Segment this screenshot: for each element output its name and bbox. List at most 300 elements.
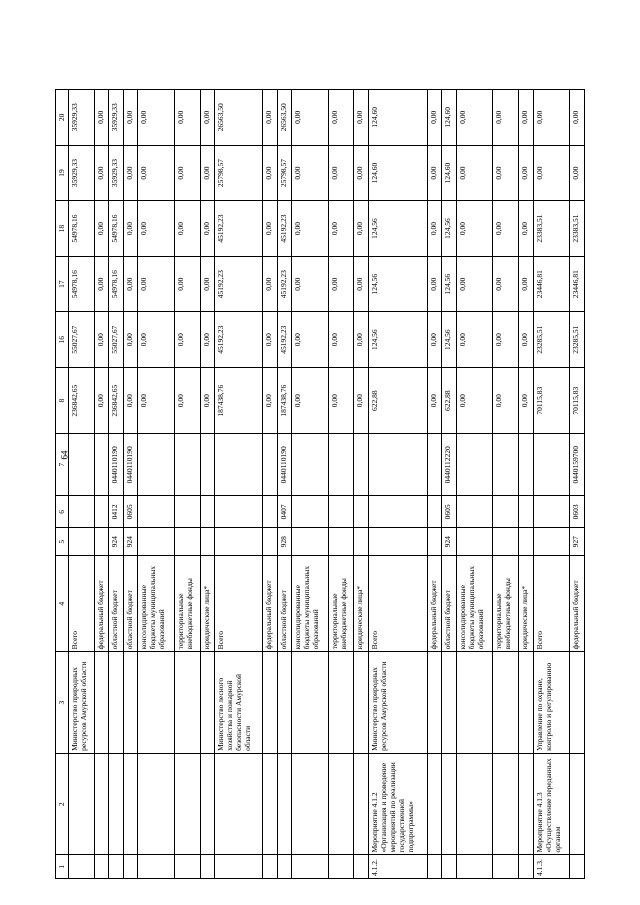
table-cell: федеральный бюджет [262,556,277,652]
table-cell [570,652,585,754]
table-cell: 0,00 [328,256,354,312]
table-cell [292,855,329,879]
table-cell: 0,00 [262,368,277,434]
table-cell: 0,00 [175,312,201,368]
table-cell [354,855,369,879]
table-cell [94,434,109,496]
table-cell: юридические лица* [354,556,369,652]
table-cell: 0,00 [427,90,442,146]
table-cell [69,753,95,855]
table-cell: федеральный бюджет [94,556,109,652]
column-header: 8 [56,368,69,434]
table-cell: Мероприятие 4.1.2 «Организация и проведение мероприятий по реализации государственной подпрограммы» [368,753,427,855]
table-cell [69,855,95,879]
table-cell: 0,00 [493,90,519,146]
table-cell [570,753,585,855]
table-cell: 23383,51 [533,201,570,257]
table-cell: 0,00 [94,90,109,146]
table-cell: 0,00 [138,368,175,434]
table-cell [533,496,570,528]
table-row [493,90,519,879]
table-cell: 236842,65 [109,368,124,434]
table-cell [427,496,442,528]
table-cell [493,496,519,528]
table-cell: 0407 [277,496,292,528]
table-cell: 0,00 [328,312,354,368]
table-cell [175,652,201,754]
table-cell [175,496,201,528]
table-cell: 124,56 [368,256,427,312]
table-cell: 23446,81 [570,256,585,312]
table-cell: 0,00 [456,201,493,257]
table-cell: 0,00 [354,90,369,146]
table-row [175,90,201,879]
table-cell [123,652,138,754]
table-row [262,90,277,879]
table-cell [442,652,457,754]
table-cell: 0,00 [200,90,215,146]
table-cell: 0,00 [138,90,175,146]
table-cell [94,528,109,556]
table-cell: 0,00 [427,145,442,201]
column-header: 17 [56,256,69,312]
table-cell [493,434,519,496]
table-cell [200,652,215,754]
budget-table [55,89,585,879]
table-cell: Всего [215,556,263,652]
table-header-row [56,90,69,879]
table-cell [215,528,263,556]
table-cell: 924 [109,528,124,556]
table-cell: 124,60 [368,90,427,146]
table-cell: консолидированные бюджеты муниципальных образований [456,556,493,652]
table-cell: 187438,76 [215,368,263,434]
table-cell: 124,56 [368,201,427,257]
table-row [354,90,369,879]
table-row [123,90,138,879]
table-cell: 0,00 [123,90,138,146]
table-cell [533,434,570,496]
table-cell [69,496,95,528]
table-cell: 0,00 [493,145,519,201]
table-cell: 0,00 [292,256,329,312]
table-cell [442,855,457,879]
table-cell: 0,00 [123,256,138,312]
table-cell: 0,00 [533,90,570,146]
table-cell [94,753,109,855]
table-cell: 0,00 [123,312,138,368]
table-cell [262,528,277,556]
table-cell: 0,00 [427,368,442,434]
table-cell: 0,00 [138,256,175,312]
table-cell [368,496,427,528]
table-cell: 0,00 [94,368,109,434]
table-cell: Всего [69,556,95,652]
column-header: 3 [56,652,69,754]
table-cell [456,434,493,496]
table-cell: 0,00 [427,201,442,257]
column-header: 4 [56,556,69,652]
table-cell [518,855,533,879]
column-header: 19 [56,145,69,201]
table-cell: 0,00 [292,145,329,201]
table-cell: 0,00 [175,145,201,201]
table-cell: 0,00 [328,368,354,434]
table-cell: 0,00 [292,312,329,368]
table-cell: Всего [368,556,427,652]
table-cell [292,753,329,855]
table-cell [518,652,533,754]
table-cell [175,753,201,855]
column-header: 7 [56,434,69,496]
table-cell: 0,00 [138,312,175,368]
table-cell: 0,00 [493,256,519,312]
table-cell: 0,00 [570,145,585,201]
table-cell [570,855,585,879]
table-cell [456,528,493,556]
column-header: 18 [56,201,69,257]
table-cell [292,434,329,496]
table-cell: 0,00 [175,256,201,312]
table-cell: 124,56 [442,201,457,257]
table-cell [292,528,329,556]
table-cell [442,753,457,855]
table-cell: областной бюджет [442,556,457,652]
table-cell [427,528,442,556]
table-cell: 35929,33 [69,145,95,201]
table-cell: Министерство природных ресурсов Амурской области [368,652,427,754]
table-cell: 928 [277,528,292,556]
table-cell: 25798,57 [215,145,263,201]
table-cell [328,528,354,556]
table-cell: 0440110190 [123,434,138,496]
table-cell [138,496,175,528]
table-cell [427,652,442,754]
table-cell [368,528,427,556]
table-cell [354,434,369,496]
table-cell [138,753,175,855]
page-number: 64 [59,450,70,460]
table-cell: 0603 [570,496,585,528]
table-cell: 0,00 [123,201,138,257]
table-cell: 0,00 [262,256,277,312]
table-cell: 622,88 [442,368,457,434]
table-cell: 23446,81 [533,256,570,312]
table-cell: 124,60 [368,145,427,201]
table-cell [456,496,493,528]
table-cell: 0,00 [138,145,175,201]
table-row [427,90,442,879]
table-cell: Управление по охране, контролю и регулированию [533,652,570,754]
table-cell: 0,00 [262,145,277,201]
table-row [368,90,427,879]
table-cell: 0,00 [123,368,138,434]
table-cell [262,434,277,496]
table-cell [109,753,124,855]
table-cell: консолидированные бюджеты муниципальных образований [292,556,329,652]
table-cell [354,528,369,556]
table-cell: федеральный бюджет [427,556,442,652]
table-cell: 0,00 [138,201,175,257]
table-cell: 0440110190 [109,434,124,496]
table-cell: федеральный бюджет [570,556,585,652]
table-cell [94,496,109,528]
table-cell: 0,00 [456,368,493,434]
table-cell [215,753,263,855]
table-cell: 26563,50 [215,90,263,146]
table-cell: 0,00 [94,145,109,201]
table-cell [262,753,277,855]
table-cell: территориальные внебюджетные фонды [175,556,201,652]
table-cell: 0,00 [175,201,201,257]
table-cell [456,753,493,855]
table-cell: 45192,23 [277,256,292,312]
table-cell: территориальные внебюджетные фонды [328,556,354,652]
table-row [69,90,95,879]
table-cell: 4.1.3. [533,855,570,879]
table-cell [533,528,570,556]
table-cell: 0,00 [518,256,533,312]
column-header: 6 [56,496,69,528]
table-cell: областной бюджет [109,556,124,652]
table-cell [138,528,175,556]
table-cell [427,753,442,855]
table-cell: 0,00 [200,312,215,368]
table-cell: 0,00 [94,312,109,368]
table-cell: 0,00 [533,145,570,201]
table-cell: 26563,50 [277,90,292,146]
table-cell [277,753,292,855]
table-cell [277,652,292,754]
table-cell [123,855,138,879]
table-row [518,90,533,879]
table-cell: 0,00 [292,368,329,434]
table-cell: 0,00 [328,90,354,146]
budget-table-sheet [55,89,585,879]
table-cell [328,434,354,496]
table-cell [262,496,277,528]
table-cell [215,496,263,528]
table-cell: 0,00 [328,145,354,201]
table-cell: 0,00 [262,201,277,257]
table-cell [200,496,215,528]
table-cell: 23285,51 [570,312,585,368]
column-header: 16 [56,312,69,368]
table-cell: 55027,67 [109,312,124,368]
table-cell: 0,00 [175,368,201,434]
table-cell [109,855,124,879]
table-cell: 35929,33 [109,90,124,146]
table-cell: 54978,16 [69,201,95,257]
table-cell: 0,00 [200,256,215,312]
table-cell: 54978,16 [109,256,124,312]
table-cell: юридические лица* [518,556,533,652]
table-cell: 70115,83 [533,368,570,434]
table-cell [175,528,201,556]
table-cell [328,496,354,528]
table-cell: территориальные внебюджетные фонды [493,556,519,652]
table-cell: 25798,57 [277,145,292,201]
table-cell: 0,00 [200,201,215,257]
table-cell: 236842,65 [69,368,95,434]
table-cell [69,528,95,556]
table-row [533,90,570,879]
table-cell: 0,00 [518,145,533,201]
table-row [328,90,354,879]
table-row [292,90,329,879]
table-cell: 0,00 [123,145,138,201]
table-cell: 45192,23 [215,201,263,257]
table-cell: 124,60 [442,90,457,146]
table-cell: 45192,23 [277,201,292,257]
table-cell: 0,00 [354,368,369,434]
table-cell [262,652,277,754]
table-cell [354,496,369,528]
table-cell [518,528,533,556]
table-cell [328,652,354,754]
table-row [138,90,175,879]
table-cell: 0,00 [200,368,215,434]
table-cell: Всего [533,556,570,652]
table-cell: 0,00 [292,201,329,257]
table-cell [292,496,329,528]
table-cell: 0440112220 [442,434,457,496]
table-cell: 0,00 [94,256,109,312]
table-cell: 0,00 [292,90,329,146]
table-cell: 45192,23 [277,312,292,368]
table-cell: 45192,23 [215,256,263,312]
table-cell [215,855,263,879]
table-cell: 924 [123,528,138,556]
table-cell: 927 [570,528,585,556]
table-cell: 124,56 [368,312,427,368]
table-cell [518,434,533,496]
table-cell [200,855,215,879]
table-cell: 0440110190 [277,434,292,496]
table-cell: 124,60 [442,145,457,201]
column-header: 1 [56,855,69,879]
table-cell: 35929,33 [69,90,95,146]
table-cell [518,753,533,855]
table-cell: областной бюджет [277,556,292,652]
table-cell: 0,00 [328,201,354,257]
table-cell: 924 [442,528,457,556]
table-cell [94,652,109,754]
table-cell: 0,00 [493,312,519,368]
table-cell: Министерство лесного хозяйства и пожарной безопасности Амурской области [215,652,263,754]
table-cell: 187438,76 [277,368,292,434]
table-cell: 0,00 [518,312,533,368]
table-cell [354,652,369,754]
table-cell: 0,00 [493,201,519,257]
table-cell: 45192,23 [215,312,263,368]
table-cell: 0,00 [456,256,493,312]
table-cell [200,528,215,556]
table-cell [262,855,277,879]
column-header: 20 [56,90,69,146]
table-cell [175,434,201,496]
table-cell: юридические лица* [200,556,215,652]
table-cell [493,528,519,556]
table-cell [138,652,175,754]
table-cell: 0,00 [354,201,369,257]
table-row [456,90,493,879]
table-cell: 54978,16 [109,201,124,257]
table-cell: 0605 [123,496,138,528]
column-header: 5 [56,528,69,556]
table-cell [427,434,442,496]
table-cell [94,855,109,879]
table-cell [123,753,138,855]
table-cell [518,496,533,528]
table-cell: 0,00 [518,368,533,434]
table-row [570,90,585,879]
table-cell: 0,00 [354,145,369,201]
table-cell [200,753,215,855]
table-cell [354,753,369,855]
table-cell: 55027,67 [69,312,95,368]
table-row [109,90,124,879]
table-cell: 0,00 [200,145,215,201]
table-cell: 0,00 [570,90,585,146]
table-cell [109,652,124,754]
table-cell [138,855,175,879]
table-cell [292,652,329,754]
table-cell [215,434,263,496]
table-cell [69,434,95,496]
table-cell [493,855,519,879]
table-cell [368,434,427,496]
table-cell: 0,00 [427,256,442,312]
table-cell [493,652,519,754]
table-row [200,90,215,879]
table-row [215,90,263,879]
table-cell: 23285,51 [533,312,570,368]
table-cell: 0,00 [262,312,277,368]
table-cell [493,753,519,855]
table-cell [277,855,292,879]
table-cell [328,753,354,855]
table-cell: 0605 [442,496,457,528]
table-cell: 124,56 [442,256,457,312]
table-cell [456,652,493,754]
table-cell [138,434,175,496]
column-header: 2 [56,753,69,855]
table-cell: 0412 [109,496,124,528]
table-cell: 0,00 [456,312,493,368]
table-cell: 0,00 [518,201,533,257]
table-cell: консолидированные бюджеты муниципальных образований [138,556,175,652]
table-row [442,90,457,879]
table-cell: 0440159700 [570,434,585,496]
table-cell [328,855,354,879]
table-cell [427,855,442,879]
table-cell: 0,00 [175,90,201,146]
table-cell: 70115,83 [570,368,585,434]
table-row [94,90,109,879]
table-cell: 124,56 [442,312,457,368]
table-cell: 0,00 [493,368,519,434]
table-cell [456,855,493,879]
table-cell: Министерство природных ресурсов Амурской области [69,652,95,754]
table-cell: областной бюджет [123,556,138,652]
table-cell [200,434,215,496]
table-cell: 0,00 [456,90,493,146]
table-cell: 0,00 [518,90,533,146]
table-row [277,90,292,879]
table-cell: 54978,16 [69,256,95,312]
table-cell: 0,00 [262,90,277,146]
